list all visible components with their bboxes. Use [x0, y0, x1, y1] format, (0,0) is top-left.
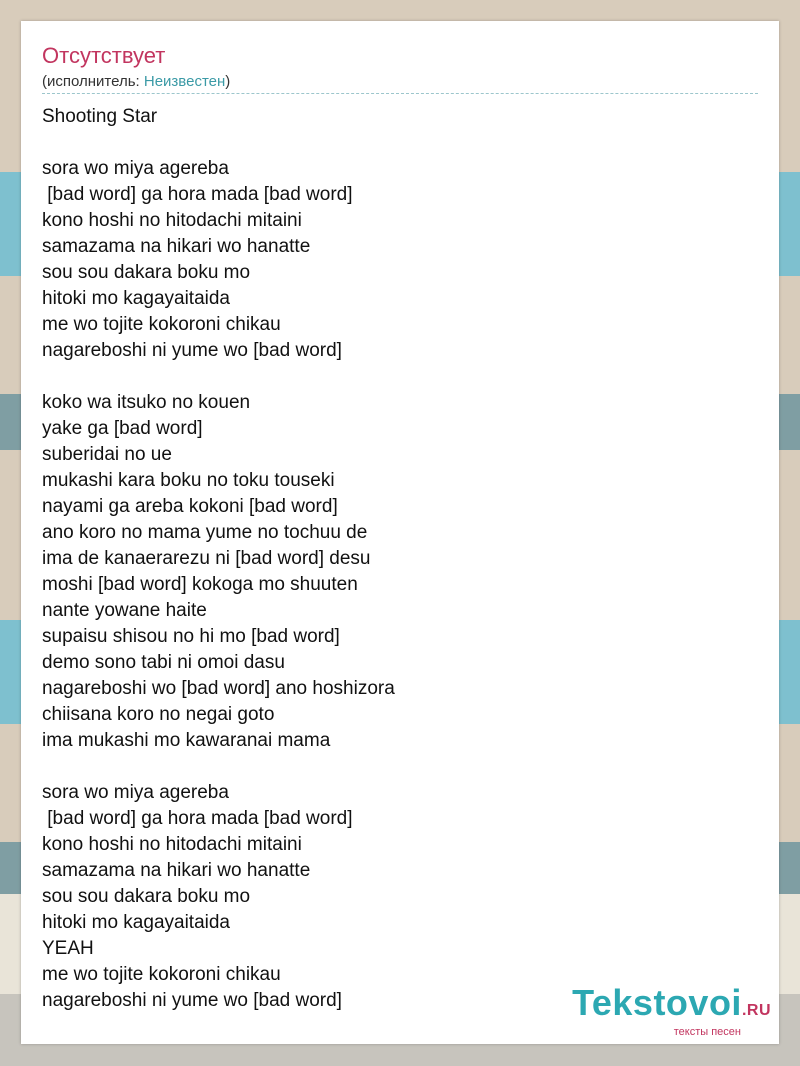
artist-line [42, 73, 230, 90]
lyric-line [42, 130, 742, 156]
lyric-line: supaisu shisou no hi mo [bad word] [42, 626, 340, 647]
lyric-line: koko wa itsuko no kouen [42, 392, 251, 413]
lyric-line: me wo tojite kokoroni chikau [42, 314, 281, 335]
lyrics-card [21, 21, 779, 1044]
lyric-line: mukashi kara boku no toku touseki [42, 470, 335, 491]
lyric-line: [bad word] ga hora mada [bad word] [42, 184, 353, 205]
lyric-line: nagareboshi wo [bad word] ano hoshizora [42, 678, 395, 699]
lyric-line: samazama na hikari wo hanatte [42, 236, 311, 257]
lyric-line: ano koro no mama yume no tochuu de [42, 522, 368, 543]
lyric-line: sora wo miya agereba [42, 782, 229, 803]
lyric-line: ima mukashi mo kawaranai mama [42, 730, 331, 751]
lyric-line: samazama na hikari wo hanatte [42, 860, 311, 881]
artist-prefix: (исполнитель: [42, 73, 144, 90]
logo-tld: .RU [741, 1002, 771, 1019]
lyric-line: chiisana koro no negai goto [42, 704, 275, 725]
lyric-line: nagareboshi ni yume wo [bad word] [42, 990, 342, 1011]
lyric-line: kono hoshi no hitodachi mitaini [42, 210, 302, 231]
lyric-line: Shooting Star [42, 106, 158, 127]
lyrics-text [42, 104, 742, 1014]
lyric-line: hitoki mo kagayaitaida [42, 288, 230, 309]
artist-link[interactable]: Неизвестен [143, 73, 226, 90]
lyric-line: nagareboshi ni yume wo [bad word] [42, 340, 342, 361]
artist-suffix: ) [225, 73, 231, 90]
logo-name: Tekstovoi [572, 982, 742, 1023]
lyric-line: kono hoshi no hitodachi mitaini [42, 834, 302, 855]
lyric-line: sora wo miya agereba [42, 158, 229, 179]
lyric-line: nante yowane haite [42, 600, 207, 621]
lyric-line: demo sono tabi ni omoi dasu [42, 652, 285, 673]
lyric-line: [bad word] ga hora mada [bad word] [42, 808, 353, 829]
site-logo[interactable] [572, 982, 771, 1038]
song-title: Отсутствует [42, 43, 166, 68]
lyric-line: sou sou dakara boku mo [42, 262, 251, 283]
lyric-line: nayami ga areba kokoni [bad word] [42, 496, 338, 517]
lyric-line: moshi [bad word] kokoga mo shuuten [42, 574, 358, 595]
lyric-line: me wo tojite kokoroni chikau [42, 964, 281, 985]
lyric-line [42, 364, 742, 390]
lyric-line: suberidai no ue [42, 444, 172, 465]
lyric-line: ima de kanaerarezu ni [bad word] desu [42, 548, 371, 569]
title-divider [42, 93, 758, 94]
lyric-line: YEAH [42, 938, 94, 959]
lyric-line: yake ga [bad word] [42, 418, 203, 439]
lyric-line: hitoki mo kagayaitaida [42, 912, 230, 933]
lyric-line: sou sou dakara boku mo [42, 886, 251, 907]
lyric-line [42, 754, 742, 780]
logo-tagline: тексты песен [673, 1026, 741, 1038]
